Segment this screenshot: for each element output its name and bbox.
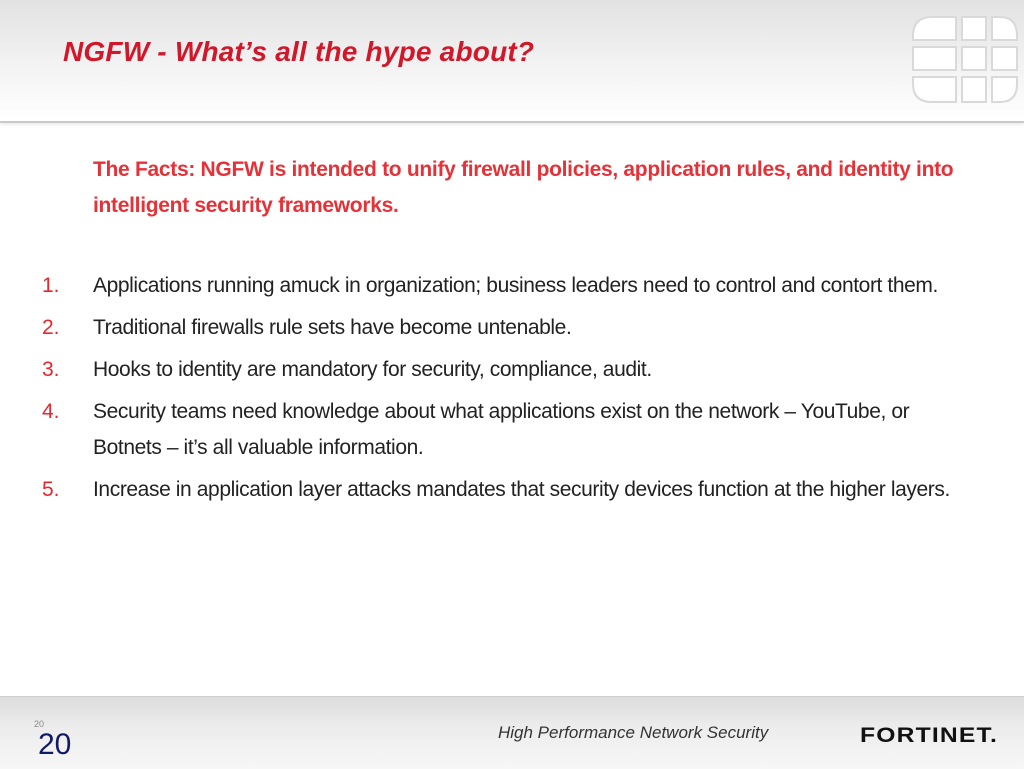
list-item bbox=[0, 352, 1024, 388]
fortinet-grid-icon bbox=[910, 14, 1020, 106]
item-number: 4. bbox=[42, 400, 60, 423]
logo-text: FORTINET. bbox=[860, 724, 998, 746]
slide-title: NGFW - What’s all the hype about? bbox=[63, 36, 535, 67]
item-text: Security teams need knowledge about what applications exist on the network – YouTube, or Botnets – it’s all valuable information. bbox=[93, 400, 910, 459]
item-text: Applications running amuck in organization; business leaders need to control and contort them. bbox=[93, 274, 938, 297]
points-list bbox=[0, 268, 1024, 514]
small-page-number: 20 bbox=[34, 719, 45, 729]
fortinet-logo bbox=[860, 722, 1002, 746]
list-item bbox=[0, 268, 1024, 304]
list-item bbox=[0, 310, 1024, 346]
item-number: 1. bbox=[42, 274, 60, 297]
item-text: Traditional firewalls rule sets have become untenable. bbox=[93, 316, 572, 339]
footer-tagline: High Performance Network Security bbox=[498, 723, 769, 742]
slide-header bbox=[0, 0, 1024, 123]
list-item bbox=[0, 394, 1024, 466]
item-number: 2. bbox=[42, 316, 60, 339]
slide-footer bbox=[0, 696, 1024, 769]
item-number: 5. bbox=[42, 478, 60, 501]
facts-statement: The Facts: NGFW is intended to unify firewall policies, application rules, and identity into intelligent security frameworks. bbox=[93, 158, 954, 217]
list-item bbox=[0, 472, 1024, 508]
item-number: 3. bbox=[42, 358, 60, 381]
page-number: 20 bbox=[38, 728, 72, 761]
item-text: Hooks to identity are mandatory for security, compliance, audit. bbox=[93, 358, 652, 381]
item-text: Increase in application layer attacks mandates that security devices function at the higher layers. bbox=[93, 478, 950, 501]
